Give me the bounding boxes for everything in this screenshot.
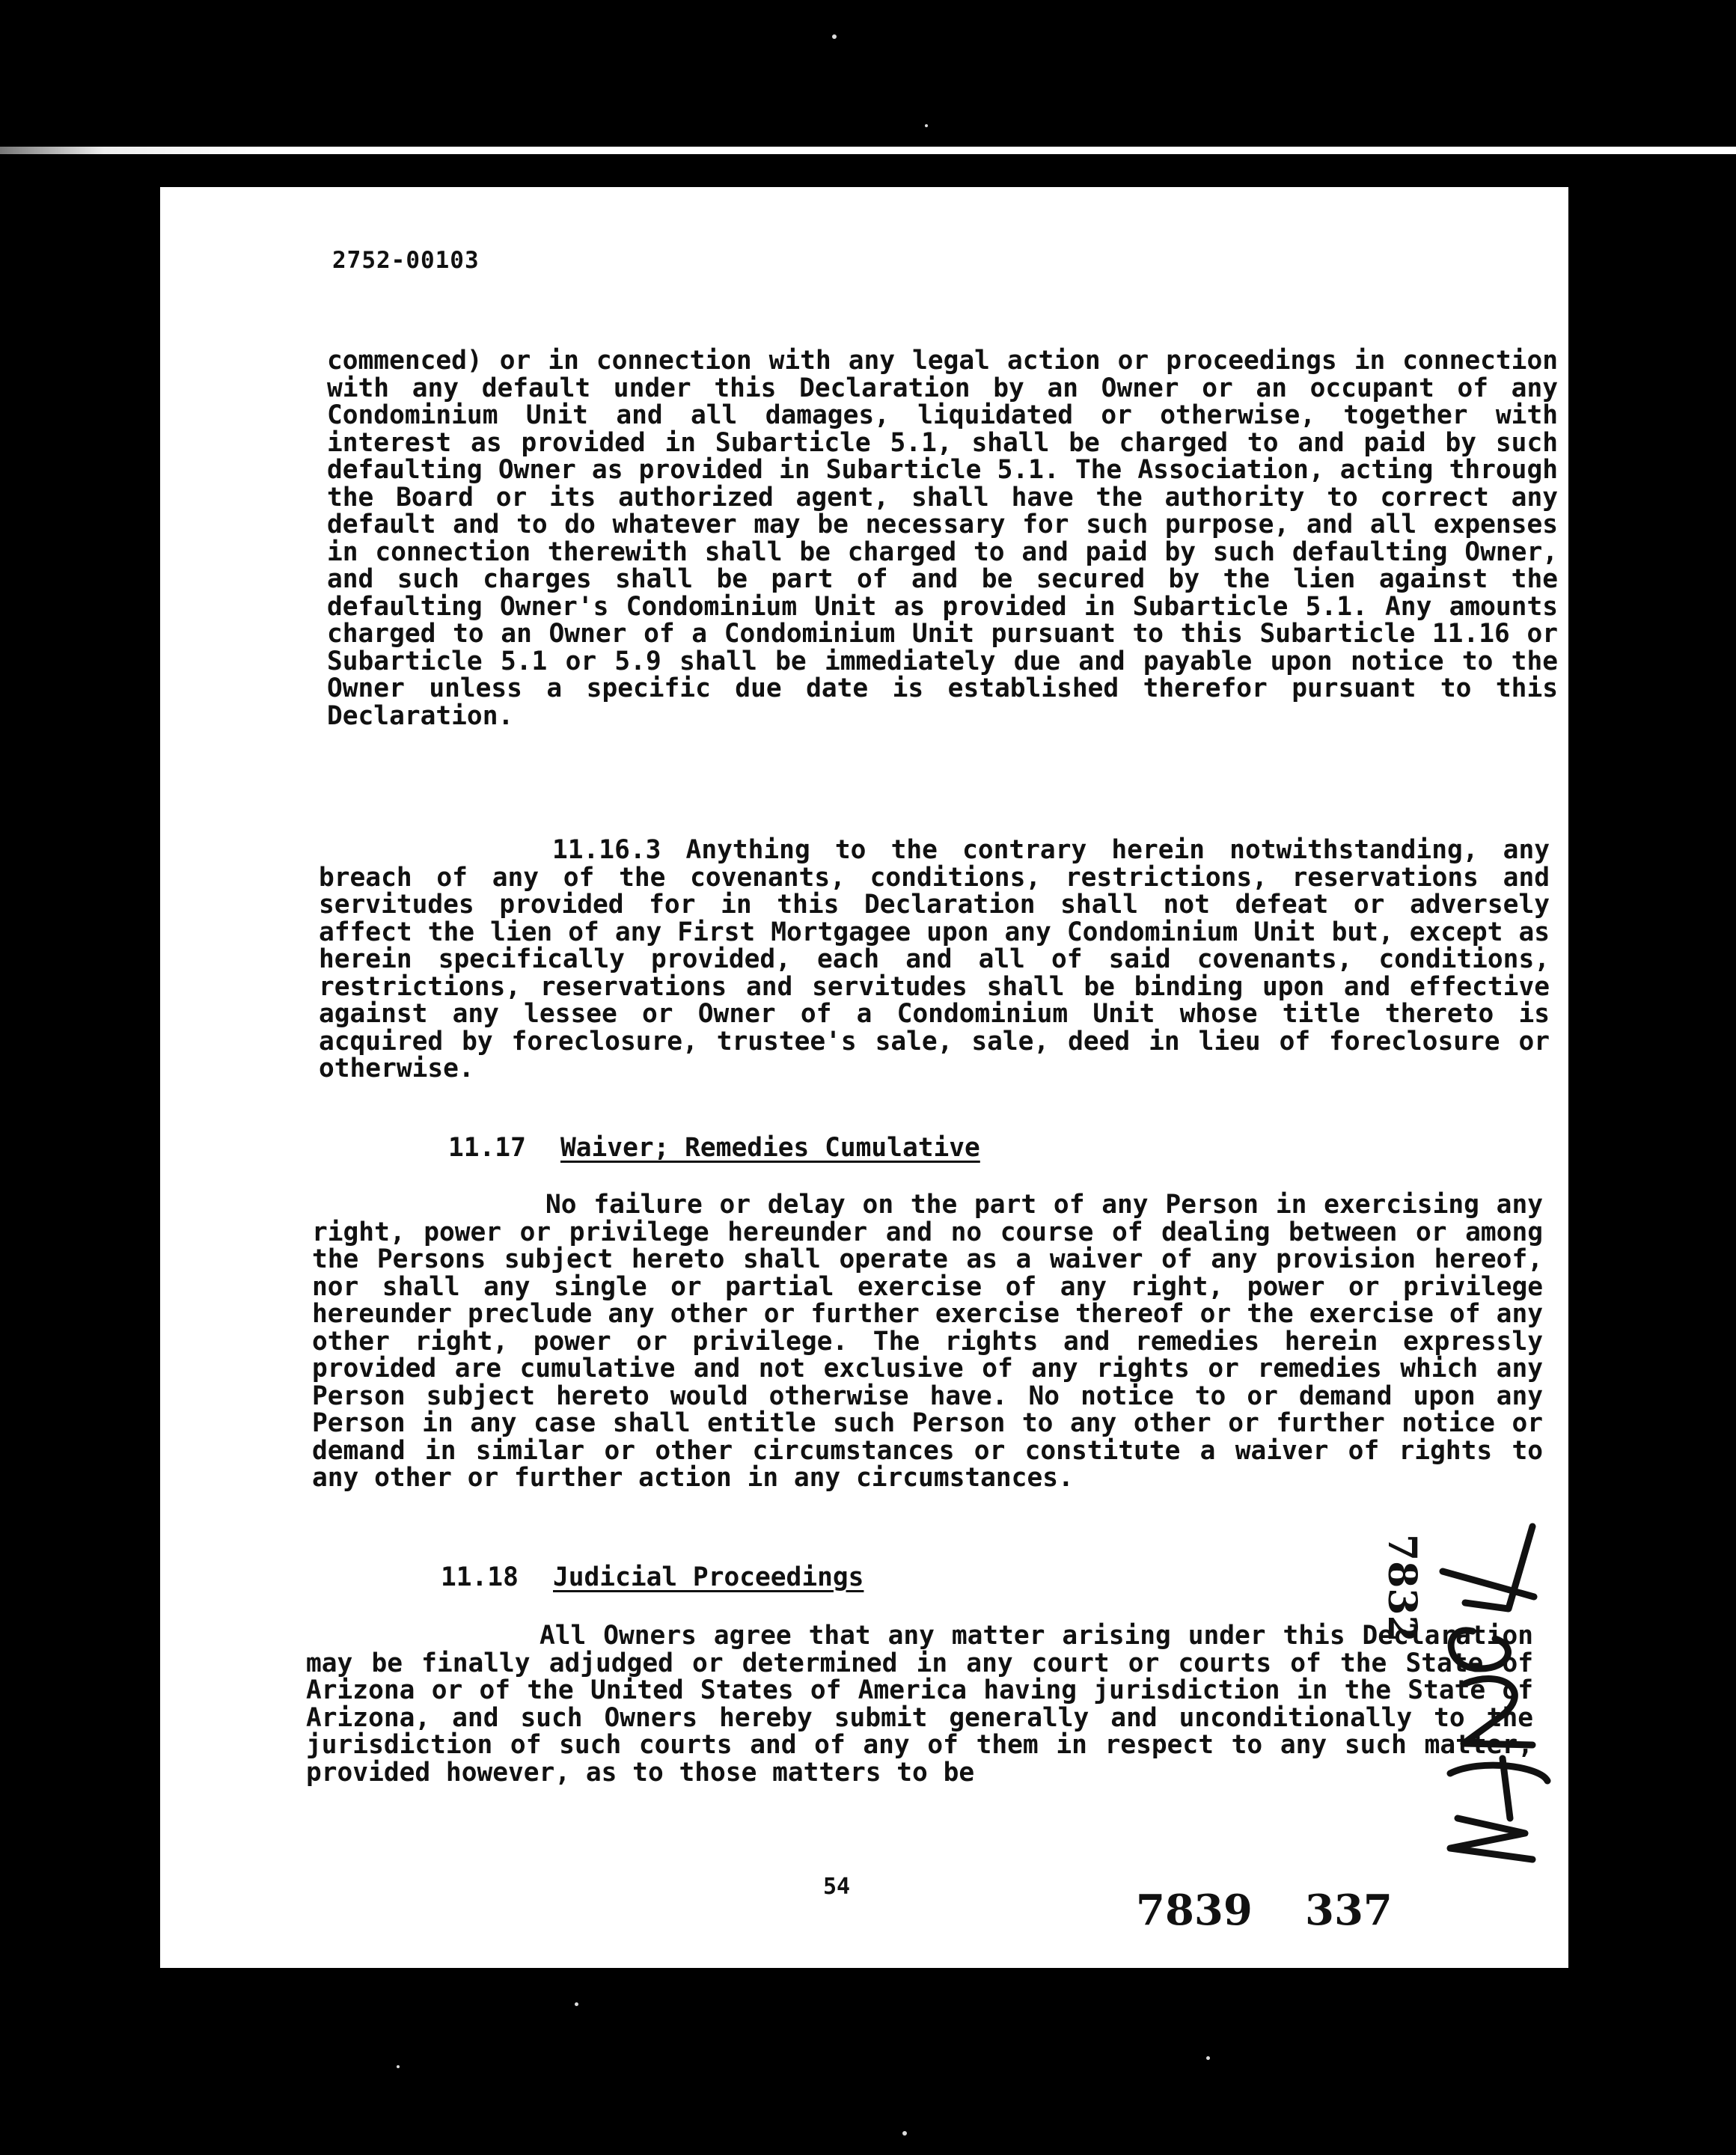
scan-speck (925, 124, 928, 127)
scan-edge-streak (0, 147, 1736, 154)
paragraph-text: All Owners agree that any matter arising under this Declaration may be finally adjudged or determined in any court or courts of the State of Arizona or of the United States of America having jurisdiction in the State of Arizona, and such Owners hereby submit generally and unconditionally to the jurisdiction of such courts and of any of them in respect to any such matter, provided however, as to those matters to be (306, 1621, 1533, 1788)
paragraph-text: No failure or delay on the part of any Person in exercising any right, power or privilege hereunder and no course of dealing between or among the Persons subject hereto shall operate as a waiver of any provision hereof, nor shall any single or partial exercise of any right, power or privilege hereunder preclude any other or further exercise thereof or the exercise of any other right, power or privilege. The rights and remedies herein expressly provided are cumulative and not exclusive of any rights or remedies which any Person subject hereto would otherwise have. No notice to or demand upon any Person in any case shall entitle such Person to any other or further notice or demand in similar or other circumstances or constitute a waiver of rights to any other or further action in any circumstances. (312, 1190, 1543, 1493)
page-number: 54 (823, 1874, 851, 1900)
scan-speck (575, 2002, 578, 2006)
scan-speck (832, 34, 837, 39)
scan-speck (1206, 2056, 1210, 2060)
section-heading-11-17 (448, 1133, 980, 1163)
paragraph-text: 11.16.3 Anything to the contrary herein notwithstanding, any breach of any of the covenants, conditions, restrictions, reservations and servitudes provided for in this Declaration shall not defeat or adversely affect the lien of any First Mortgagee upon any Condominium Unit but, except as herein specifically provided, each and all of said covenants, conditions, restrictions, reservations and servitudes shall be binding upon and effective against any lessee or Owner of a Condominium Unit whose title thereto is acquired by foreclosure, trustee's sale, sale, deed in lieu of foreclosure or otherwise. (319, 835, 1550, 1083)
recording-stamp-page: 337 (1305, 1886, 1393, 1935)
section-heading-11-18 (441, 1562, 864, 1592)
section-body-11-18 (306, 1622, 1533, 1786)
paragraph-continued (327, 347, 1558, 730)
scan-speck (902, 2131, 907, 2136)
section-number: 11.18 (441, 1562, 519, 1592)
section-title: Judicial Proceedings (553, 1562, 864, 1592)
document-page (160, 187, 1568, 1968)
section-title: Waiver; Remedies Cumulative (560, 1133, 980, 1163)
document-id: 2752-00103 (332, 247, 480, 274)
section-number: 11.17 (448, 1133, 526, 1163)
margin-stamp-number: 7832 (1379, 1534, 1425, 1642)
paragraph-text: commenced) or in connection with any legal action or proceedings in connection with any default under this Declaration by an Owner or an occupant of any Condominium Unit and all damages, liquidated or otherwise, together with interest as provided in Subarticle 5.1, shall be charged to and paid by such defaulting Owner as provided in Subarticle 5.1. The Association, acting through the Board or its authorized agent, shall have the authority to correct any default and to do whatever may be necessary for such purpose, and all expenses in connection therewith shall be charged to and paid by such defaulting Owner, and such charges shall be part of and be secured by the lien against the defaulting Owner's Condominium Unit as provided in Subarticle 5.1. Any amounts charged to an Owner of a Condominium Unit pursuant to this Subarticle 11.16 or Subarticle 5.1 or 5.9 shall be immediately due and payable upon notice to the Owner unless a specific due date is established therefor pursuant to this Declaration. (327, 346, 1558, 731)
section-body-11-17 (312, 1191, 1543, 1492)
recording-stamp-number: 7839 (1136, 1886, 1253, 1935)
paragraph-11-16-3 (319, 837, 1550, 1083)
handwritten-annotation (1420, 1519, 1570, 1871)
scan-speck (397, 2065, 400, 2068)
